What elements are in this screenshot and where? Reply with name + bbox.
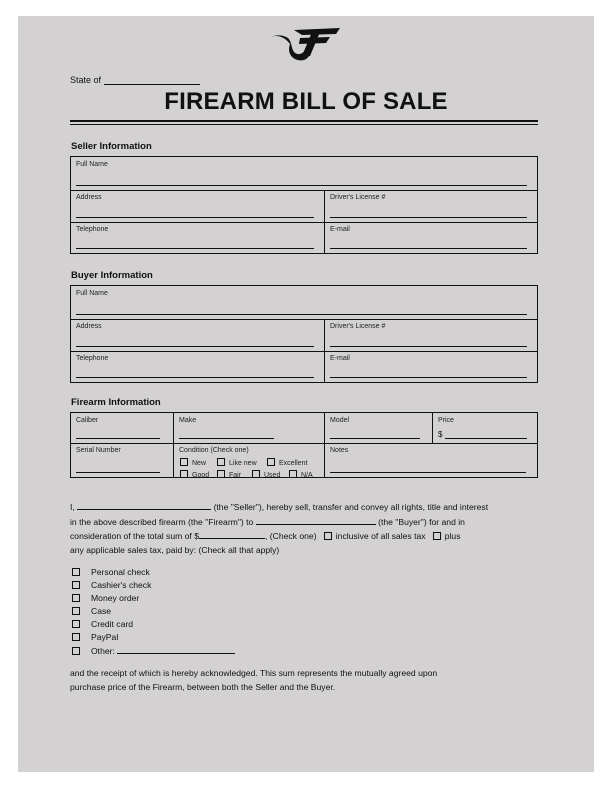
inclusive-tax-checkbox[interactable] <box>324 532 332 540</box>
checkbox-icon[interactable] <box>72 594 80 602</box>
checkbox-icon[interactable] <box>72 620 80 628</box>
buyer-full-name-label: Full Name <box>76 290 108 297</box>
condition-option-like-new[interactable]: Like new <box>217 458 257 467</box>
seller-row-address <box>71 190 537 223</box>
statement-line-4: any applicable sales tax, paid by: (Check all that apply) <box>70 544 280 555</box>
closing-statement <box>70 667 540 694</box>
buyer-name-blank[interactable] <box>256 515 376 525</box>
buyer-address-cell[interactable] <box>71 319 325 351</box>
state-field[interactable] <box>104 74 200 85</box>
closing-line-2: purchase price of the Firearm, between both the Seller and the Buyer. <box>70 681 336 692</box>
seller-telephone-cell[interactable] <box>71 222 325 253</box>
buyer-telephone-cell[interactable] <box>71 351 325 382</box>
seller-row-contact <box>71 222 537 253</box>
condition-option-new[interactable]: New <box>180 458 206 467</box>
seller-license-label: Driver's License # <box>330 194 386 201</box>
caliber-line <box>76 438 160 439</box>
seller-email-label: E-mail <box>330 226 350 233</box>
seller-heading: Seller Information <box>71 141 152 152</box>
checkbox-icon[interactable] <box>72 647 80 655</box>
model-cell[interactable] <box>325 413 433 443</box>
buyer-email-line <box>330 377 527 378</box>
make-cell[interactable] <box>174 413 325 443</box>
notes-cell[interactable] <box>325 443 537 477</box>
notes-label: Notes <box>330 447 349 454</box>
seller-name-blank[interactable] <box>77 500 211 510</box>
plus-tax-checkbox[interactable] <box>433 532 441 540</box>
condition-option-good[interactable]: Good <box>180 470 209 479</box>
sale-statement <box>70 500 540 557</box>
seller-address-label: Address <box>76 194 102 201</box>
payment-option-other[interactable]: Other: <box>72 644 235 657</box>
title-rule <box>70 120 538 122</box>
seller-full-name-cell[interactable] <box>71 157 537 190</box>
checkbox-icon[interactable] <box>252 470 260 478</box>
seller-full-name-label: Full Name <box>76 161 108 168</box>
notes-line <box>330 472 526 473</box>
buyer-email-label: E-mail <box>330 355 350 362</box>
seller-email-cell[interactable] <box>325 222 537 253</box>
serial-cell[interactable] <box>71 443 174 477</box>
buyer-email-cell[interactable] <box>325 351 537 382</box>
seller-email-line <box>330 248 527 249</box>
caliber-cell[interactable] <box>71 413 174 443</box>
checkbox-icon[interactable] <box>72 607 80 615</box>
checkbox-icon[interactable] <box>72 633 80 641</box>
condition-cell <box>174 443 325 477</box>
firearm-row-2 <box>71 443 537 477</box>
seller-license-line <box>330 217 527 218</box>
buyer-table <box>70 285 538 383</box>
total-sum-blank[interactable] <box>199 529 265 539</box>
checkbox-icon[interactable] <box>72 581 80 589</box>
seller-telephone-label: Telephone <box>76 226 109 233</box>
buyer-row-contact <box>71 351 537 382</box>
buyer-license-cell[interactable] <box>325 319 537 351</box>
payment-option-credit-card[interactable]: Credit card <box>72 618 235 631</box>
buyer-row-address <box>71 319 537 352</box>
checkbox-icon[interactable] <box>217 458 225 466</box>
statement-line-3: consideration of the total sum of $ , (Check one) inclusive of all sales tax plus <box>70 531 461 541</box>
other-payment-blank[interactable] <box>117 644 235 654</box>
closing-line-1: and the receipt of which is hereby acknowledged. This sum represents the mutually agreed upon <box>70 668 438 678</box>
price-label: Price <box>438 417 454 424</box>
seller-address-line <box>76 217 314 218</box>
payment-option-case[interactable]: Case <box>72 605 235 618</box>
condition-option-fair[interactable]: Fair <box>217 470 241 479</box>
checkbox-icon[interactable] <box>267 458 275 466</box>
buyer-full-name-cell[interactable] <box>71 286 537 319</box>
price-cell[interactable] <box>433 413 537 443</box>
serial-line <box>76 472 160 473</box>
buyer-heading: Buyer Information <box>71 270 153 281</box>
firearm-table <box>70 412 538 478</box>
price-currency: $ <box>438 430 443 439</box>
statement-line-2: in the above described firearm (the "Firearm") to (the "Buyer") for and in <box>70 516 465 527</box>
seller-address-cell[interactable] <box>71 190 325 222</box>
caliber-label: Caliber <box>76 417 99 424</box>
buyer-license-label: Driver's License # <box>330 323 386 330</box>
seller-row-name <box>71 157 537 191</box>
title-rule-thin <box>70 124 538 125</box>
state-label: State of <box>70 75 102 85</box>
payment-option-personal-check[interactable]: Personal check <box>72 566 235 579</box>
checkbox-icon[interactable] <box>180 458 188 466</box>
seller-table <box>70 156 538 254</box>
condition-option-excellent[interactable]: Excellent <box>267 458 307 467</box>
condition-label: Condition (Check one) <box>179 447 249 454</box>
buyer-address-label: Address <box>76 323 102 330</box>
payment-option-cashiers-check[interactable]: Cashier's check <box>72 579 235 592</box>
condition-option-na[interactable]: N/A <box>289 470 313 479</box>
buyer-telephone-line <box>76 377 314 378</box>
buyer-license-line <box>330 346 527 347</box>
checkbox-icon[interactable] <box>289 470 297 478</box>
seller-full-name-line <box>76 185 527 186</box>
buyer-row-name <box>71 286 537 320</box>
brand-logo <box>266 26 342 64</box>
price-line <box>445 438 527 439</box>
condition-option-used[interactable]: Used <box>252 470 280 479</box>
buyer-full-name-line <box>76 314 527 315</box>
serial-label: Serial Number <box>76 447 121 454</box>
firearm-heading: Firearm Information <box>71 397 161 408</box>
checkbox-icon[interactable] <box>217 470 225 478</box>
buyer-address-line <box>76 346 314 347</box>
make-label: Make <box>179 417 197 424</box>
make-line <box>179 438 274 439</box>
statement-line-1: I, (the "Seller"), hereby sell, transfer and convey all rights, title and interest <box>70 502 489 512</box>
payment-option-money-order[interactable]: Money order <box>72 592 235 605</box>
seller-license-cell[interactable] <box>325 190 537 222</box>
checkbox-icon[interactable] <box>180 470 188 478</box>
firearm-row-1 <box>71 413 537 444</box>
model-line <box>330 438 420 439</box>
model-label: Model <box>330 417 350 424</box>
page-title: FIREARM BILL OF SALE <box>164 88 448 115</box>
seller-telephone-line <box>76 248 314 249</box>
buyer-telephone-label: Telephone <box>76 355 109 362</box>
checkbox-icon[interactable] <box>72 568 80 576</box>
document-page <box>18 16 594 772</box>
state-line <box>70 74 200 85</box>
payment-option-paypal[interactable]: PayPal <box>72 631 235 644</box>
payment-method-list <box>72 566 235 657</box>
